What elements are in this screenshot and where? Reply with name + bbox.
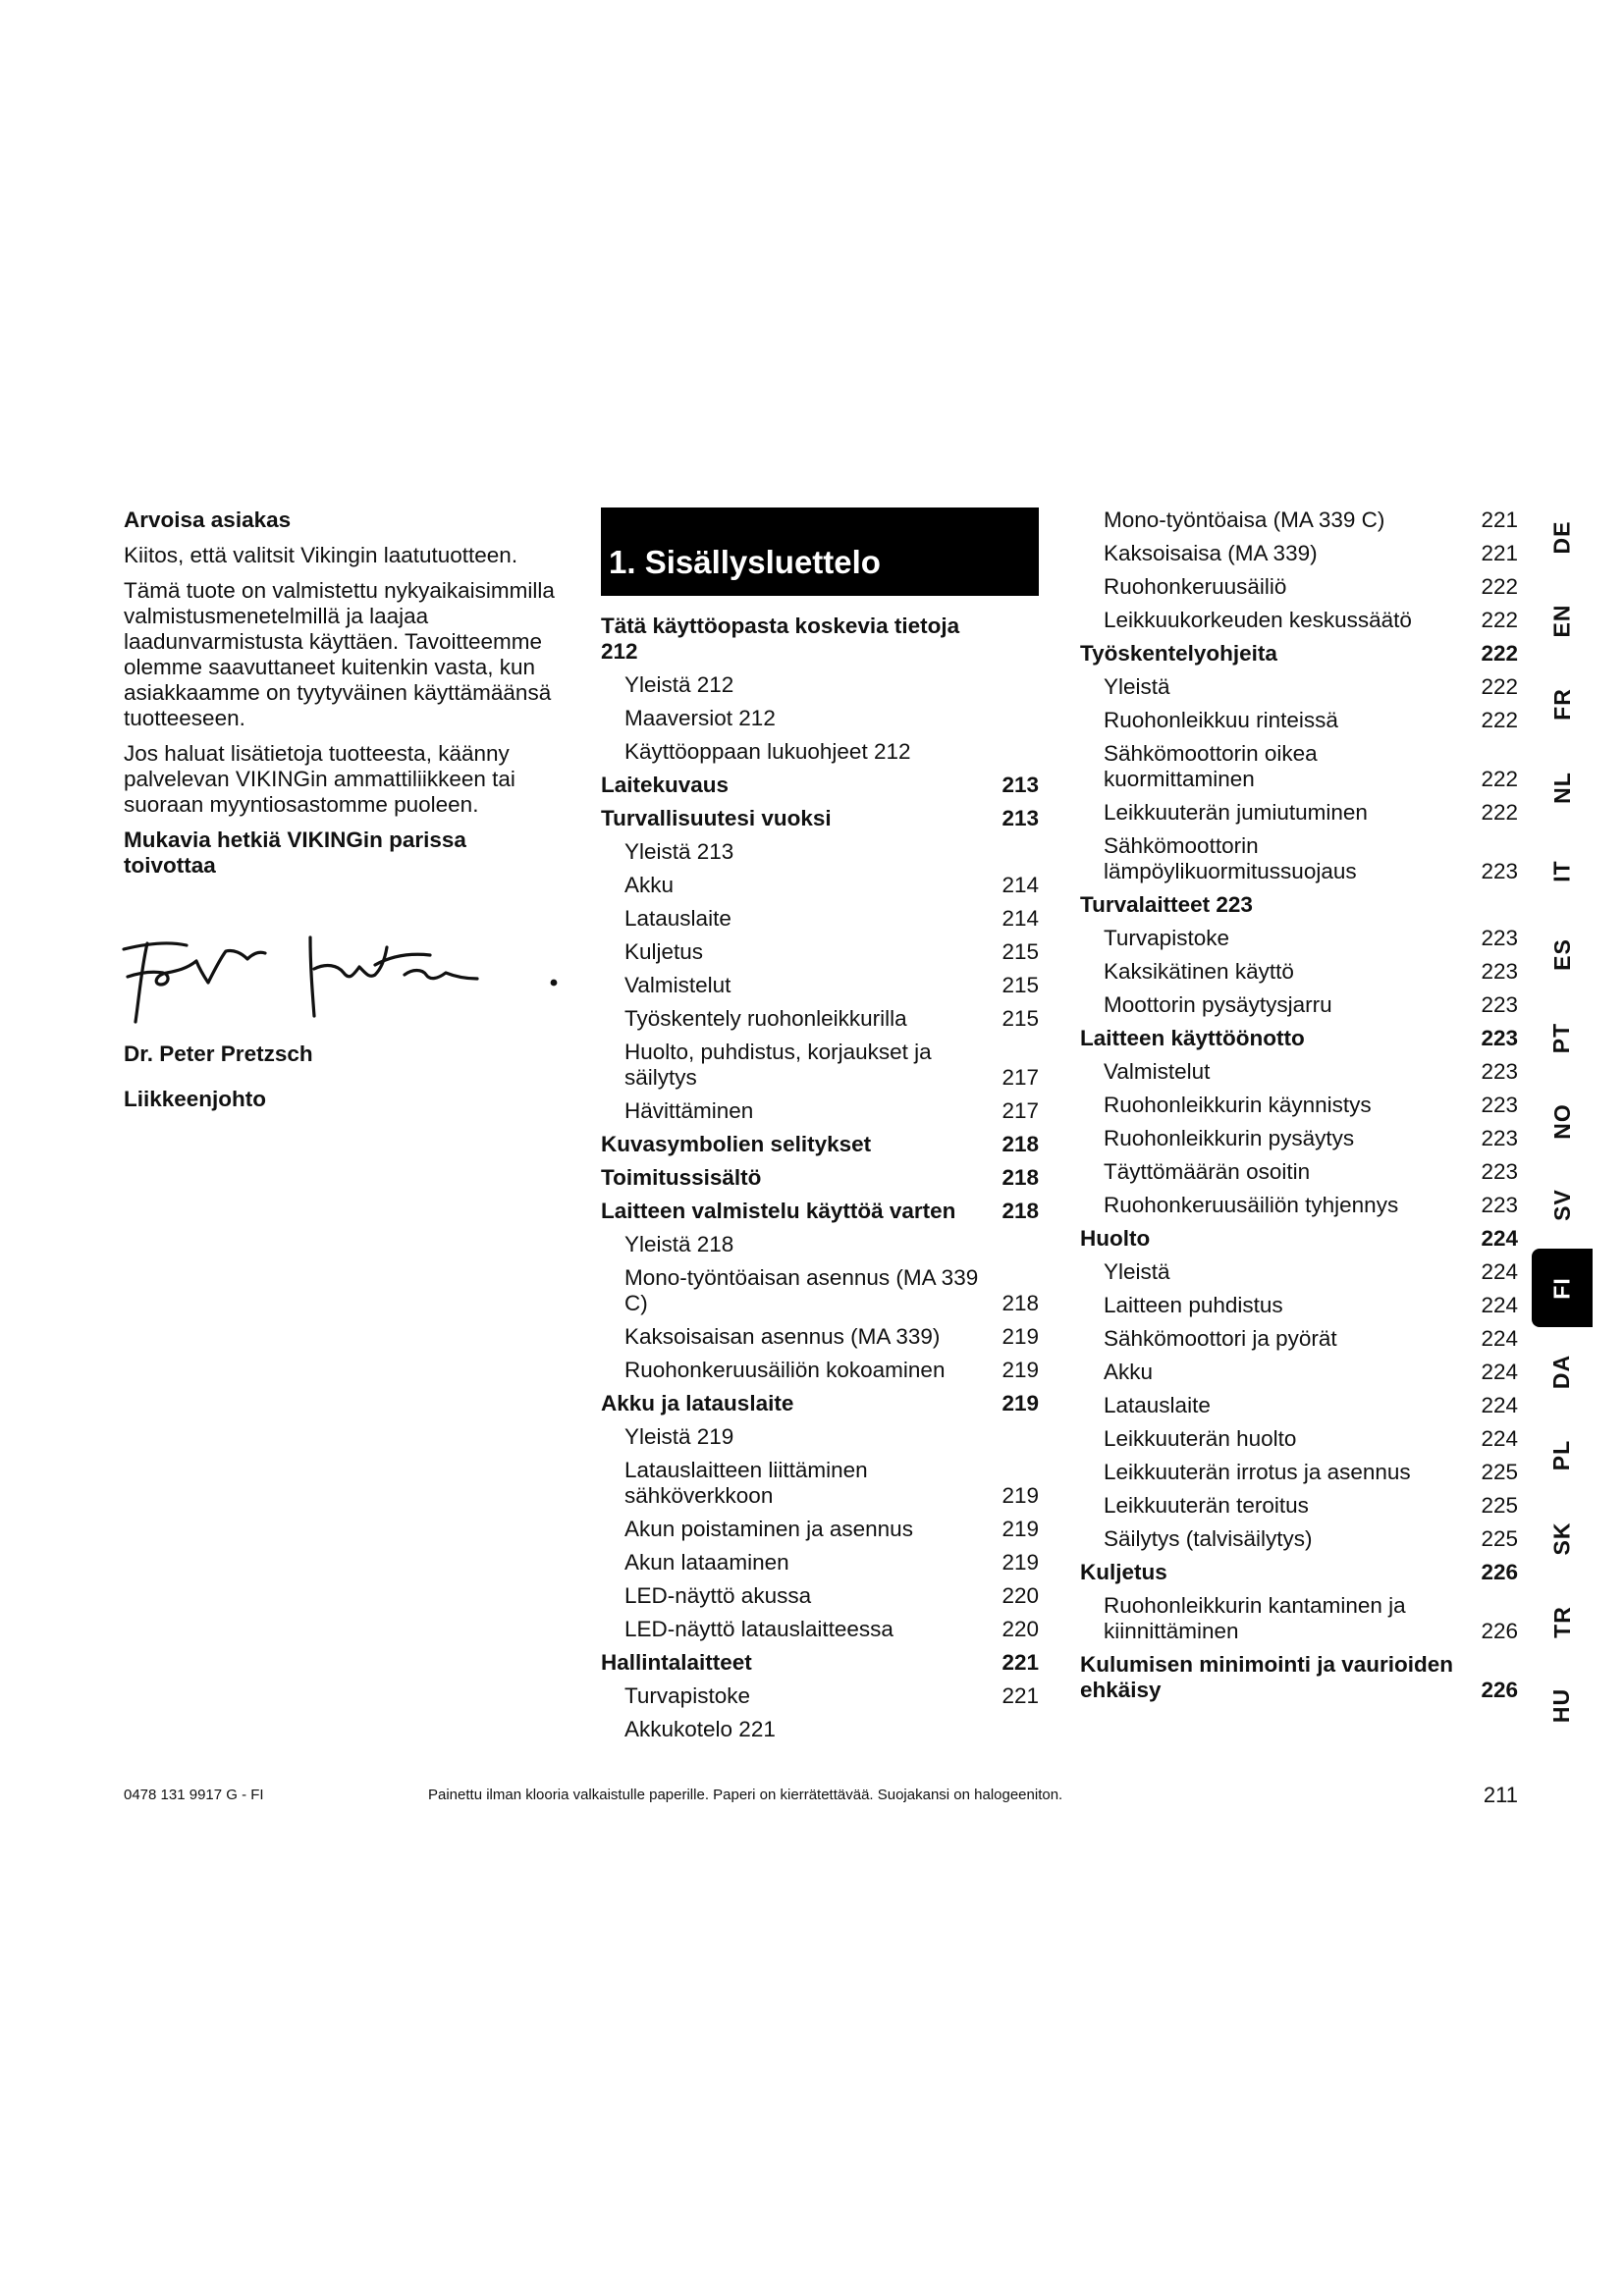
- toc-entry-title: Huolto, puhdistus, korjaukset ja säilytys: [624, 1040, 932, 1090]
- language-tab-de[interactable]: [1532, 498, 1593, 576]
- toc-entry-title: Leikkuukorkeuden keskussäätö: [1104, 608, 1412, 632]
- language-tab-label: FR: [1548, 687, 1575, 721]
- toc-entry-page: 219: [1001, 1324, 1039, 1349]
- language-tab-label: SK: [1548, 1522, 1575, 1555]
- toc-entry-title: Sähkömoottori ja pyörät: [1104, 1326, 1337, 1351]
- toc-entry-title: Akkukotelo 221: [624, 1717, 776, 1741]
- toc-entry-page: 225: [1481, 1526, 1518, 1551]
- language-tab-it[interactable]: [1532, 831, 1593, 910]
- toc-entry-page: 214: [1001, 873, 1039, 897]
- toc-entry: [601, 1583, 1039, 1609]
- toc-entry-title: Sähkömoottorin oikea kuormittaminen: [1104, 741, 1318, 791]
- toc-entry-title: Laitekuvaus: [601, 773, 730, 797]
- toc-entry-page: 226: [1481, 1619, 1518, 1643]
- toc-entry: [601, 973, 1039, 998]
- toc-entry: [601, 806, 1039, 831]
- toc-entry-title: Akku: [1104, 1360, 1154, 1384]
- toc-entry-page: 226: [1481, 1560, 1518, 1584]
- toc-entry-title: Sähkömoottorin lämpöylikuormitussuojaus: [1104, 833, 1357, 883]
- language-tab-pl[interactable]: [1532, 1415, 1593, 1494]
- toc-entry-page: 221: [1481, 541, 1518, 565]
- toc-entry-title: Akku: [624, 873, 675, 897]
- toc-entry: [1080, 1093, 1518, 1118]
- toc-entry-title: Kaksoisaisa (MA 339): [1104, 541, 1318, 565]
- language-tab-label: IT: [1548, 859, 1575, 882]
- toc-entry-page: 221: [1001, 1650, 1039, 1675]
- toc-entry-title: Täyttömäärän osoitin: [1104, 1159, 1311, 1184]
- toc-entry-title: Työskentelyohjeita: [1080, 641, 1277, 666]
- toc-entry-title: Hallintalaitteet: [601, 1650, 752, 1675]
- toc-entry: [601, 1132, 1039, 1157]
- toc-entry: [1080, 892, 1518, 918]
- toc-list: [1080, 507, 1518, 1703]
- letter-paragraph: Jos haluat lisätietoja tuotteesta, käänny palvelevan VIKINGin ammattiliikkeen tai suoraan myyntiosastomme puoleen.: [124, 741, 515, 817]
- toc-entry: [601, 1358, 1039, 1383]
- toc-entry: [1080, 1493, 1518, 1519]
- toc-entry-title: Leikkuuterän huolto: [1104, 1426, 1297, 1451]
- toc-entry: [601, 1040, 1039, 1091]
- toc-entry-title: Ruohonkeruusäiliö: [1104, 574, 1287, 599]
- toc-entry-title: Kulumisen minimointi ja vaurioiden ehkäisy: [1080, 1652, 1454, 1702]
- toc-entry: [1080, 1652, 1518, 1703]
- toc-entry: [1080, 1526, 1518, 1552]
- toc-entry: [1080, 800, 1518, 826]
- toc-entry-page: 226: [1481, 1678, 1518, 1702]
- toc-entry-title: Laitteen käyttöönotto: [1080, 1026, 1305, 1050]
- toc-entry: [601, 1199, 1039, 1224]
- letter-greeting: Arvoisa asiakas: [124, 507, 292, 532]
- language-tab-label: NL: [1548, 771, 1575, 804]
- toc-entry: [601, 1458, 1039, 1509]
- language-tab-sv[interactable]: [1532, 1165, 1593, 1244]
- toc-entry-page: 221: [1001, 1683, 1039, 1708]
- toc-entry: [1080, 608, 1518, 633]
- toc-entry-title: Moottorin pysäytysjarru: [1104, 992, 1332, 1017]
- toc-entry-page: 219: [1001, 1391, 1039, 1415]
- toc-entry-page: 215: [1001, 939, 1039, 964]
- toc-entry: [601, 706, 1039, 731]
- toc-entry: [601, 1550, 1039, 1575]
- toc-entry-title: Yleistä 212: [624, 672, 734, 697]
- toc-entry-title: Ruohonkeruusäiliön kokoaminen: [624, 1358, 946, 1382]
- toc-entry: [1080, 1393, 1518, 1418]
- toc-entry: [1080, 1193, 1518, 1218]
- toc-entry: [1080, 959, 1518, 985]
- language-tab-en[interactable]: [1532, 581, 1593, 660]
- toc-entry-title: Tätä käyttöopasta koskevia tietoja 212: [601, 614, 960, 664]
- toc-entry-title: Akun poistaminen ja asennus: [624, 1517, 913, 1541]
- toc-entry: [1080, 641, 1518, 667]
- toc-entry-title: Valmistelut: [624, 973, 731, 997]
- language-tab-label: NO: [1548, 1102, 1575, 1140]
- toc-entry-title: Valmistelut: [1104, 1059, 1211, 1084]
- toc-entry: [601, 1424, 1039, 1450]
- toc-entry-page: 224: [1481, 1293, 1518, 1317]
- toc-entry-page: 225: [1481, 1493, 1518, 1518]
- toc-entry-title: Akku ja latauslaite: [601, 1391, 794, 1415]
- language-tab-fi[interactable]: [1532, 1249, 1593, 1327]
- toc-entry-title: Säilytys (talvisäilytys): [1104, 1526, 1313, 1551]
- toc-entry: [601, 614, 1039, 665]
- toc-entry: [1080, 741, 1518, 792]
- toc-entry-title: Laitteen puhdistus: [1104, 1293, 1283, 1317]
- toc-entry: [1080, 1360, 1518, 1385]
- toc-entry: [601, 1232, 1039, 1257]
- language-tab-label: HU: [1548, 1687, 1575, 1723]
- toc-entry-title: Latauslaitteen liittäminen sähköverkkoon: [624, 1458, 868, 1508]
- toc-entry-title: Laitteen valmistelu käyttöä varten: [601, 1199, 956, 1223]
- page-footer: [124, 1783, 1518, 1812]
- toc-entry: [1080, 1259, 1518, 1285]
- toc-entry-title: Leikkuuterän jumiutuminen: [1104, 800, 1368, 825]
- language-tab-label: DE: [1548, 520, 1575, 554]
- toc-entry: [1080, 1593, 1518, 1644]
- toc-entry-title: Leikkuuterän irrotus ja asennus: [1104, 1460, 1411, 1484]
- page-number: 211: [1483, 1783, 1518, 1807]
- toc-entry-page: 222: [1481, 708, 1518, 732]
- toc-entry-title: LED-näyttö latauslaitteessa: [624, 1617, 893, 1641]
- toc-entry-page: 223: [1481, 959, 1518, 984]
- toc-entry: [1080, 1059, 1518, 1085]
- toc-entry-page: 219: [1001, 1550, 1039, 1575]
- toc-entry-page: 213: [1001, 773, 1039, 797]
- toc-entry-title: LED-näyttö akussa: [624, 1583, 812, 1608]
- toc-entry-title: Turvapistoke: [624, 1683, 750, 1708]
- toc-entry-page: 223: [1481, 1059, 1518, 1084]
- toc-entry-page: 222: [1481, 608, 1518, 632]
- language-tab-nl[interactable]: [1532, 748, 1593, 827]
- toc-entry-page: 217: [1001, 1098, 1039, 1123]
- language-tab-hu[interactable]: [1532, 1666, 1593, 1744]
- toc-entry: [601, 1517, 1039, 1542]
- toc-entry: [1080, 541, 1518, 566]
- toc-entry-title: Mono-työntöaisa (MA 339 C): [1104, 507, 1385, 532]
- toc-entry-page: 222: [1481, 574, 1518, 599]
- toc-entry-page: 222: [1481, 800, 1518, 825]
- toc-column-1: [601, 507, 1039, 1750]
- toc-entry-page: 225: [1481, 1460, 1518, 1484]
- toc-entry: [601, 672, 1039, 698]
- language-tab-label: EN: [1548, 604, 1575, 637]
- language-tab-label: TR: [1548, 1605, 1575, 1638]
- toc-entry-title: Käyttöoppaan lukuohjeet 212: [624, 739, 911, 764]
- toc-entry-title: Latauslaite: [624, 906, 731, 931]
- toc-entry: [1080, 708, 1518, 733]
- toc-entry: [1080, 833, 1518, 884]
- language-tabs: [1532, 507, 1593, 1764]
- signatory-role: Liikkeenjohto: [124, 1087, 267, 1111]
- language-tab-da[interactable]: [1532, 1332, 1593, 1411]
- toc-entry-page: 223: [1481, 1193, 1518, 1217]
- toc-entry: [1080, 926, 1518, 951]
- toc-entry-title: Kuvasymbolien selitykset: [601, 1132, 872, 1156]
- toc-entry-title: Turvalaitteet 223: [1080, 892, 1253, 917]
- letter-paragraph: Kiitos, että valitsit Vikingin laatutuotteen.: [124, 543, 518, 567]
- toc-entry-page: 224: [1481, 1393, 1518, 1417]
- language-tab-pt[interactable]: [1532, 998, 1593, 1077]
- toc-entry-page: 215: [1001, 973, 1039, 997]
- signature-image: [118, 926, 569, 1034]
- toc-entry: [1080, 1026, 1518, 1051]
- language-tab-label: FI: [1548, 1276, 1575, 1300]
- toc-entry-page: 222: [1481, 674, 1518, 699]
- toc-entry-page: 220: [1001, 1617, 1039, 1641]
- language-tab-label: PT: [1548, 1022, 1575, 1053]
- language-tab-label: SV: [1548, 1188, 1575, 1221]
- toc-entry-page: 223: [1481, 859, 1518, 883]
- toc-entry: [1080, 1293, 1518, 1318]
- toc-entry: [601, 1391, 1039, 1416]
- toc-entry-title: Maaversiot 212: [624, 706, 776, 730]
- toc-entry: [601, 939, 1039, 965]
- toc-entry-page: 213: [1001, 806, 1039, 830]
- letter-column: [124, 507, 556, 1112]
- section-title: 1. Sisällysluettelo: [601, 507, 1039, 596]
- toc-entry: [1080, 1460, 1518, 1485]
- toc-entry-title: Kaksikätinen käyttö: [1104, 959, 1294, 984]
- toc-entry-page: 218: [1001, 1199, 1039, 1223]
- document-number: 0478 131 9917 G - FI: [124, 1787, 264, 1803]
- toc-entry-page: 220: [1001, 1583, 1039, 1608]
- toc-entry-page: 223: [1481, 1159, 1518, 1184]
- toc-entry-title: Yleistä 213: [624, 839, 734, 864]
- toc-entry-page: 221: [1481, 507, 1518, 532]
- toc-entry: [601, 1265, 1039, 1316]
- language-tab-label: PL: [1548, 1439, 1575, 1470]
- toc-entry: [601, 739, 1039, 765]
- toc-entry-title: Hävittäminen: [624, 1098, 754, 1123]
- toc-entry-page: 223: [1481, 992, 1518, 1017]
- toc-entry-page: 224: [1481, 1226, 1518, 1251]
- toc-list: [601, 614, 1039, 1742]
- toc-entry: [601, 1683, 1039, 1709]
- toc-entry-title: Toimitussisältö: [601, 1165, 762, 1190]
- toc-entry: [601, 906, 1039, 932]
- toc-entry-page: 214: [1001, 906, 1039, 931]
- letter-closing: Mukavia hetkiä VIKINGin parissa toivottaa: [124, 828, 466, 878]
- toc-entry-title: Turvallisuutesi vuoksi: [601, 806, 832, 830]
- signatory-name: Dr. Peter Pretzsch: [124, 1041, 313, 1066]
- toc-entry-title: Mono-työntöaisan asennus (MA 339 C): [624, 1265, 979, 1315]
- language-tab-no[interactable]: [1532, 1082, 1593, 1160]
- toc-entry: [601, 839, 1039, 865]
- language-tab-label: ES: [1548, 937, 1575, 971]
- toc-entry-title: Ruohonleikkurin kantaminen ja kiinnittäminen: [1104, 1593, 1406, 1643]
- toc-entry-page: 215: [1001, 1006, 1039, 1031]
- toc-entry: [601, 1717, 1039, 1742]
- toc-entry-title: Akun lataaminen: [624, 1550, 789, 1575]
- toc-entry: [1080, 1426, 1518, 1452]
- toc-entry-page: 222: [1481, 641, 1518, 666]
- toc-entry-page: 219: [1001, 1517, 1039, 1541]
- toc-entry-title: Ruohonleikkuu rinteissä: [1104, 708, 1338, 732]
- toc-entry-title: Kuljetus: [624, 939, 704, 964]
- toc-entry: [1080, 1126, 1518, 1151]
- toc-entry-title: Huolto: [1080, 1226, 1151, 1251]
- toc-entry: [601, 1324, 1039, 1350]
- toc-entry-page: 222: [1481, 767, 1518, 791]
- toc-entry-title: Työskentely ruohonleikkurilla: [624, 1006, 907, 1031]
- toc-entry-page: 223: [1481, 1026, 1518, 1050]
- toc-entry-title: Ruohonleikkurin pysäytys: [1104, 1126, 1355, 1150]
- toc-entry-title: Yleistä: [1104, 1259, 1170, 1284]
- language-tab-label: DA: [1548, 1354, 1575, 1389]
- language-tab-sk[interactable]: [1532, 1499, 1593, 1577]
- toc-entry-page: 218: [1001, 1132, 1039, 1156]
- toc-entry-page: 223: [1481, 926, 1518, 950]
- toc-entry-title: Yleistä 218: [624, 1232, 734, 1256]
- toc-entry-page: 219: [1001, 1358, 1039, 1382]
- toc-entry: [1080, 1159, 1518, 1185]
- toc-entry-page: 219: [1001, 1483, 1039, 1508]
- toc-entry: [1080, 1326, 1518, 1352]
- toc-entry-page: 217: [1001, 1065, 1039, 1090]
- toc-entry: [1080, 674, 1518, 700]
- toc-entry: [601, 1165, 1039, 1191]
- toc-entry: [601, 873, 1039, 898]
- toc-entry-title: Yleistä: [1104, 674, 1170, 699]
- toc-entry: [1080, 507, 1518, 533]
- toc-entry-page: 224: [1481, 1426, 1518, 1451]
- toc-entry-page: 224: [1481, 1360, 1518, 1384]
- toc-entry-title: Ruohonkeruusäiliön tyhjennys: [1104, 1193, 1399, 1217]
- toc-entry: [1080, 574, 1518, 600]
- toc-entry: [601, 1098, 1039, 1124]
- toc-entry-page: 223: [1481, 1126, 1518, 1150]
- language-tab-tr[interactable]: [1532, 1582, 1593, 1661]
- language-tab-es[interactable]: [1532, 915, 1593, 993]
- print-note: Painettu ilman klooria valkaistulle paperille. Paperi on kierrätettävää. Suojakansi on halogeeniton.: [428, 1787, 1063, 1803]
- toc-entry: [1080, 1226, 1518, 1252]
- toc-entry: [601, 1006, 1039, 1032]
- toc-entry-title: Kaksoisaisan asennus (MA 339): [624, 1324, 941, 1349]
- toc-entry-title: Turvapistoke: [1104, 926, 1229, 950]
- toc-entry-title: Ruohonleikkurin käynnistys: [1104, 1093, 1372, 1117]
- toc-entry-page: 218: [1001, 1291, 1039, 1315]
- language-tab-fr[interactable]: [1532, 665, 1593, 743]
- toc-entry-title: Kuljetus: [1080, 1560, 1167, 1584]
- toc-entry: [601, 773, 1039, 798]
- toc-entry: [1080, 992, 1518, 1018]
- toc-entry: [601, 1650, 1039, 1676]
- letter-paragraph: Tämä tuote on valmistettu nykyaikaisimmilla valmistusmenetelmillä ja laajaa laadunvarmistusta käyttäen. Tavoitteemme olemme saavuttaneet kuitenkin vasta, kun asiakkaamme on tyytyväinen käyttämäänsä tuotteeseen.: [124, 578, 555, 730]
- toc-entry: [601, 1617, 1039, 1642]
- toc-entry-title: Latauslaite: [1104, 1393, 1211, 1417]
- toc-column-2: [1080, 507, 1518, 1711]
- toc-entry-title: Leikkuuterän teroitus: [1104, 1493, 1309, 1518]
- toc-entry-page: 224: [1481, 1259, 1518, 1284]
- toc-entry-page: 223: [1481, 1093, 1518, 1117]
- toc-entry-title: Yleistä 219: [624, 1424, 734, 1449]
- toc-entry-page: 218: [1001, 1165, 1039, 1190]
- toc-entry: [1080, 1560, 1518, 1585]
- toc-entry-page: 224: [1481, 1326, 1518, 1351]
